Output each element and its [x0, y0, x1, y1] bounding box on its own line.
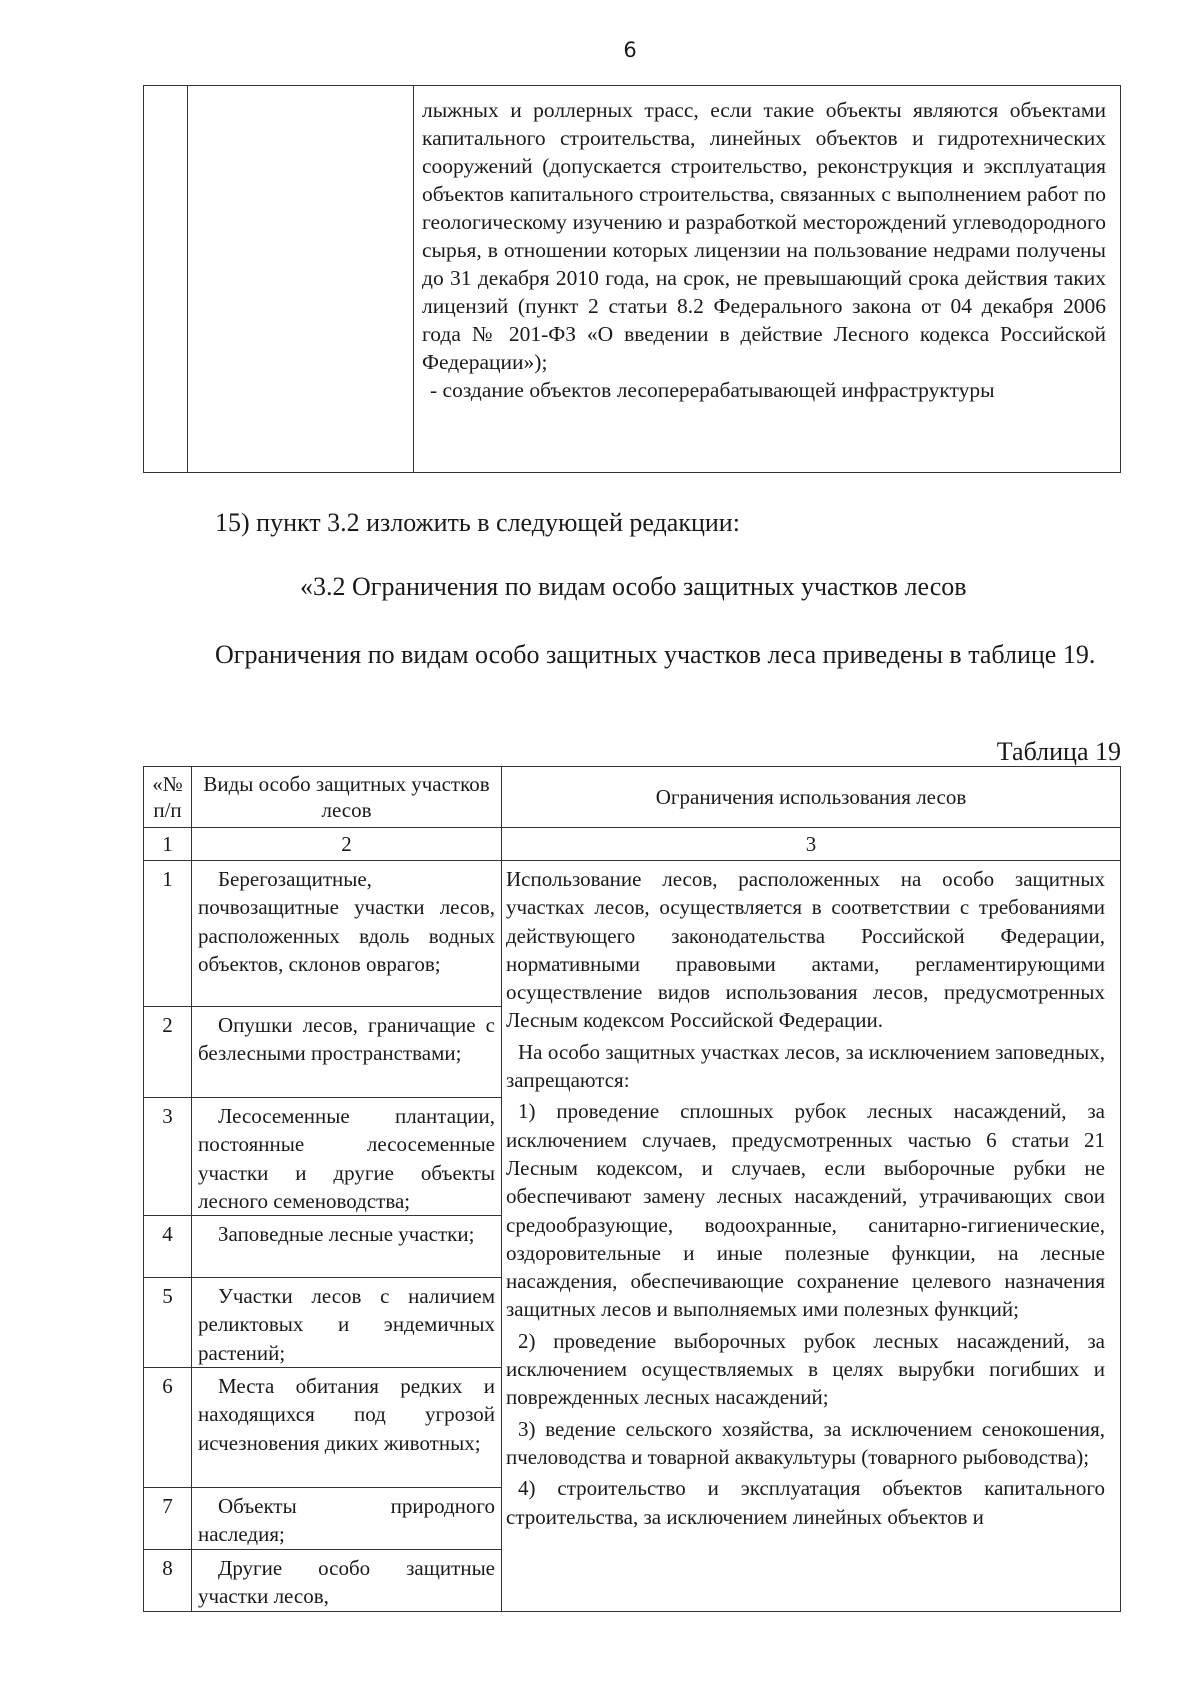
row-kind: Заповедные лесные участки;	[192, 1216, 502, 1278]
row-number: 3	[144, 1098, 192, 1216]
restriction-paragraph: 1) проведение сплошных рубок лесных насаждений, за исключением случаев, предусмотренных частью 6 статьи 21 Лесным кодексом, и случаев, если выборочные рубки не обеспечивают замену лесных насаждений, утрачивающих свои средообразующие, водоохранные, санитарно-гигиенические, оздоровительные и иные полезные функции, на лесные насаждения, обеспечивающие сохранение целевого назначения защитных лесов и выполняемых ими полезных функций;	[506, 1099, 1105, 1322]
continuation-table	[143, 85, 1121, 473]
table-19	[143, 766, 1121, 1612]
row-kind: Опушки лесов, граничащие с безлесными пространствами;	[192, 1007, 502, 1098]
table-header-row	[144, 767, 1121, 828]
row-kind: Берегозащитные, почвозащитные участки лесов, расположенных вдоль водных объектов, склонов оврагов;	[192, 861, 502, 1007]
page-number: 6	[623, 38, 637, 62]
row-number: 7	[144, 1488, 192, 1550]
restriction-paragraph: 2) проведение выборочных рубок лесных насаждений, за исключением осуществляемых в целях вырубки погибших и поврежденных лесных насаждений;	[506, 1328, 1105, 1410]
restrictions-cell	[502, 861, 1121, 1612]
continuation-row	[144, 86, 1121, 473]
continuation-kind-cell	[188, 86, 414, 473]
column-number-row	[144, 828, 1121, 861]
section-heading: «3.2 Ограничения по видам особо защитных участков лесов	[300, 572, 967, 601]
row-number: 8	[144, 1550, 192, 1612]
table-row	[144, 861, 1121, 1007]
col-number: 3	[502, 828, 1121, 861]
row-kind: Лесосеменные плантации, постоянные лесосеменные участки и другие объекты лесного семеноводства;	[192, 1098, 502, 1216]
continuation-dash-item: - создание объектов лесоперерабатывающей инфраструктуры	[430, 378, 995, 402]
row-number: 2	[144, 1007, 192, 1098]
header-restrictions: Ограничения использования лесов	[502, 767, 1121, 828]
restriction-paragraph: Использование лесов, расположенных на особо защитных участках лесов, осуществляется в соответствии с требованиями действующего законодательства Российской Федерации, нормативными правовыми актами, регламентирующими осуществление видов использования лесов, предусмотренных Лесным кодексом Российской Федерации.	[506, 867, 1105, 1033]
restriction-paragraph: 3) ведение сельского хозяйства, за исключением сенокошения, пчеловодства и товарной аквакультуры (товарного рыбоводства);	[506, 1416, 1105, 1469]
header-kind: Виды особо защитных участков лесов	[192, 767, 502, 828]
continuation-text-cell	[414, 86, 1121, 473]
col-number: 2	[192, 828, 502, 861]
continuation-num-cell	[144, 86, 188, 473]
row-kind: Участки лесов с наличием реликтовых и эндемичных растений;	[192, 1278, 502, 1368]
row-kind: Объекты природного наследия;	[192, 1488, 502, 1550]
amendment-text: 15) пункт 3.2 изложить в следующей редакции:	[215, 508, 740, 537]
restriction-paragraph: 4) строительство и эксплуатация объектов капитального строительства, за исключением линейных объектов и	[506, 1476, 1105, 1529]
row-number: 4	[144, 1216, 192, 1278]
row-kind: Другие особо защитные участки лесов,	[192, 1550, 502, 1612]
row-number: 1	[144, 861, 192, 1007]
restriction-paragraph: На особо защитных участках лесов, за исключением заповедных, запрещаются:	[506, 1039, 1105, 1093]
row-number: 6	[144, 1368, 192, 1488]
continuation-paragraph: лыжных и роллерных трасс, если такие объекты являются объектами капитального строительства, линейных объектов и гидротехнических сооружений (допускается строительство, реконструкция и эксплуатация объектов капитального строительства, связанных с выполнением работ по геологическому изучению и разработкой месторождений углеводородного сырья, в отношении которых лицензии на пользование недрами получены до 31 декабря 2010 года, на срок, не превышающий срока действия таких лицензий (пункт 2 статьи 8.2 Федерального закона от 04 декабря 2006 года № 201-ФЗ «О введении в действие Лесного кодекса Российской Федерации»);	[422, 98, 1106, 374]
col-number: 1	[144, 828, 192, 861]
row-kind: Места обитания редких и находящихся под угрозой исчезновения диких животных;	[192, 1368, 502, 1488]
table-caption: Таблица 19	[996, 737, 1121, 766]
header-num: «№ п/п	[144, 767, 192, 828]
intro-paragraph: Ограничения по видам особо защитных участков леса приведены в таблице 19.	[215, 640, 1096, 669]
row-number: 5	[144, 1278, 192, 1368]
